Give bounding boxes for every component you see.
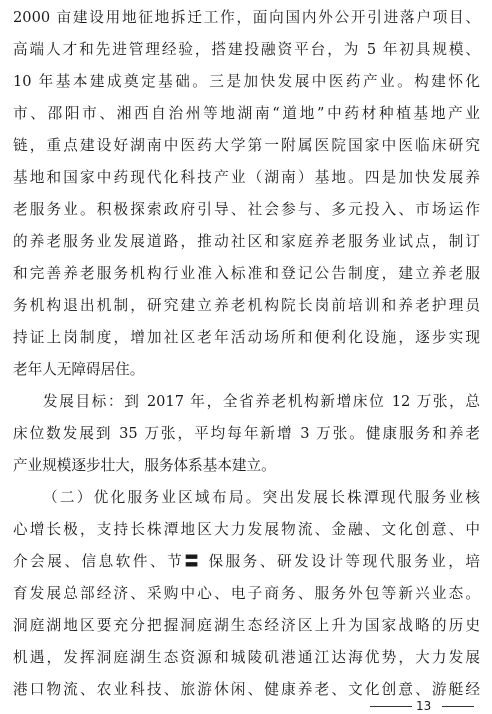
text-line [0, 72, 492, 92]
text-line [0, 296, 492, 316]
text-line [0, 104, 492, 124]
text-line [0, 40, 492, 60]
text-line-content: 高端人才和先进管理经验，搭建投融资平台，为 5 年初具规模、 [13, 41, 480, 58]
text-line-content: （二）优化服务业区域布局。突出发展长株潭现代服务业核 [43, 489, 480, 506]
text-line-content: 的养老服务业发展道路，推动社区和家庭养老服务业试点，制订 [13, 233, 480, 250]
text-line [0, 264, 492, 284]
footer-dash-left [370, 706, 412, 707]
text-line-content: 发展目标：到 2017 年，全省养老机构新增床位 12 万张，总 [43, 393, 480, 410]
text-line-content: 老年人无障碍居住。 [13, 361, 145, 378]
page-number: 13 [416, 699, 432, 713]
text-line-content: 基地和国家中药现代化科技产业（湖南）基地。四是加快发展养 [13, 169, 480, 186]
text-line-content: 链，重点建设好湖南中医药大学第一附属医院国家中医临床研究 [13, 137, 480, 154]
text-line [0, 488, 492, 508]
text-line-content: 持证上岗制度，增加社区老年活动场所和便利化设施，逐步实现 [13, 329, 480, 346]
text-line [0, 200, 492, 220]
text-line [0, 392, 492, 412]
text-line-content: 机遇，发挥洞庭湖生态资源和城陵矶港通江达海优势，大力发展 [13, 649, 480, 666]
text-line [0, 552, 492, 572]
text-line-content: 务机构退出机制，研究建立养老机构院长岗前培训和养老护理员 [13, 297, 480, 314]
text-line-content: 2000 亩建设用地征地拆迁工作，面向国内外公开引进落户项目、 [13, 9, 480, 26]
text-line [0, 680, 492, 700]
footer-dash-right [442, 706, 474, 707]
text-line [0, 648, 492, 668]
text-line [0, 584, 492, 604]
text-line [0, 168, 492, 188]
text-line [0, 360, 492, 380]
text-line-content: 港口物流、农业科技、旅游休闲、健康养老、文化创意、游艇经 [13, 681, 480, 698]
text-line-content: 床位数发展到 35 万张，平均每年新增 3 万张。健康服务和养老 [13, 425, 480, 442]
text-line-content: 育发展总部经济、采购中心、电子商务、服务外包等新兴业态。 [13, 585, 480, 602]
text-line [0, 424, 492, 444]
text-line-content: 介会展、信息软件、节〓 保服务、研发设计等现代服务业，培 [13, 553, 480, 570]
text-line [0, 136, 492, 156]
text-line-content: 市、邵阳市、湘西自治州等地湖南“道地”中药材种植基地产业 [13, 105, 480, 122]
text-line [0, 520, 492, 540]
text-line-content: 和完善养老服务机构行业准入标准和登记公告制度，建立养老服 [13, 265, 480, 282]
text-line-content: 洞庭湖地区要充分把握洞庭湖生态经济区上升为国家战略的历史 [13, 617, 480, 634]
text-line [0, 8, 492, 28]
text-line-content: 产业规模逐步壮大，服务体系基本建立。 [13, 457, 276, 474]
text-line-content: 心增长极，支持长株潭地区大力发展物流、金融、文化创意、中 [13, 521, 480, 538]
text-line-content: 10 年基本建成奠定基础。三是加快发展中医药产业。构建怀化 [13, 73, 480, 90]
text-line [0, 328, 492, 348]
text-line [0, 456, 492, 476]
text-line-content: 老服务业。积极探索政府引导、社会参与、多元投入、市场运作 [13, 201, 480, 218]
text-line [0, 616, 492, 636]
page-footer [330, 698, 480, 714]
text-line [0, 232, 492, 252]
